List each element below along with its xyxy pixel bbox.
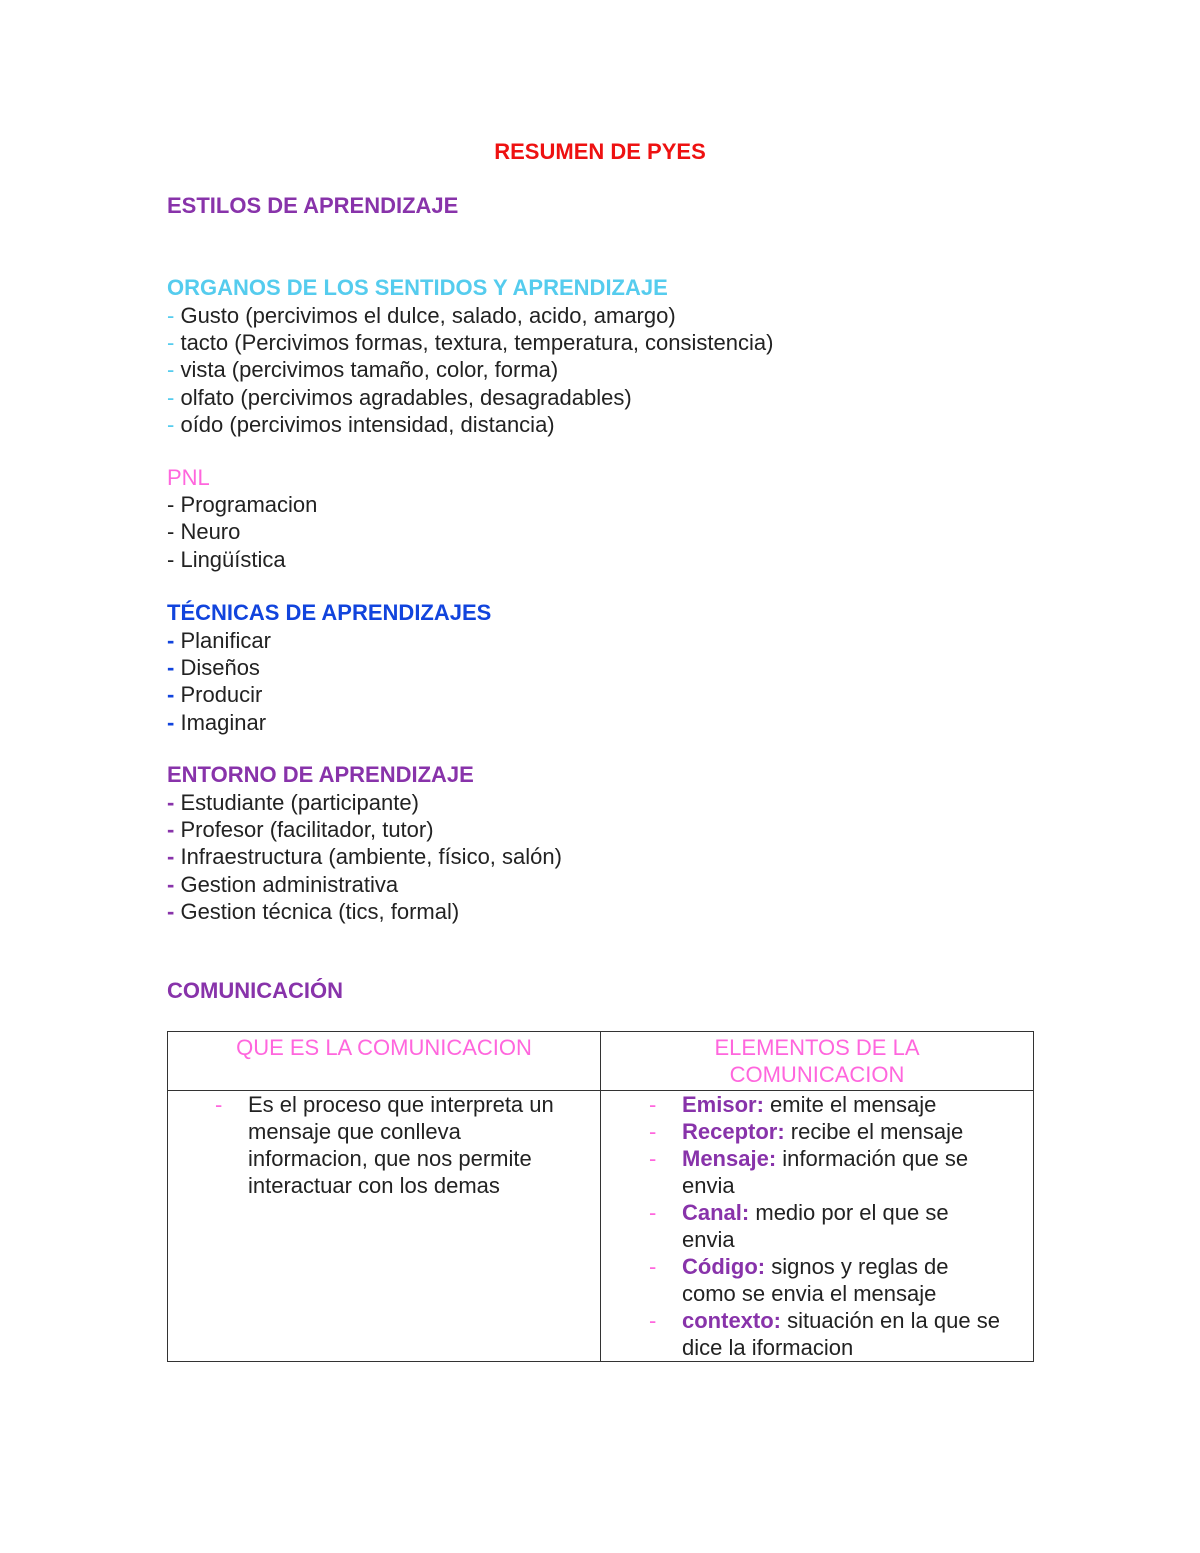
tecnicas-item: - Diseños	[167, 655, 260, 680]
entorno-item: - Infraestructura (ambiente, físico, salón)	[167, 844, 562, 869]
pnl-item: - Programacion	[167, 492, 318, 517]
list-item: - Emisor: emite el mensaje	[649, 1092, 937, 1117]
heading-pnl: PNL	[167, 465, 210, 490]
bullet-dash: -	[649, 1308, 657, 1333]
heading-organos: ORGANOS DE LOS SENTIDOS Y APRENDIZAJE	[167, 275, 668, 300]
bullet-dash: -	[649, 1119, 657, 1144]
list-item: - Es el proceso que interpreta un mensaje que conlleva informacion, que nos permite interactuar con los demas	[215, 1092, 554, 1198]
organos-item: - vista (percivimos tamaño, color, forma)	[167, 357, 559, 382]
organos-item: - tacto (Percivimos formas, textura, temperatura, consistencia)	[167, 330, 774, 355]
tecnicas-item: - Producir	[167, 682, 263, 707]
list-item: - Mensaje: información que se envia	[649, 1146, 969, 1198]
list-item: - Código: signos y reglas de como se envia el mensaje	[649, 1254, 949, 1306]
table-cell-definition	[168, 1091, 601, 1362]
col1-header: QUE ES LA COMUNICACION	[236, 1035, 532, 1060]
entorno-item: - Gestion técnica (tics, formal)	[167, 899, 460, 924]
heading-comunicacion: COMUNICACIÓN	[167, 978, 343, 1003]
organos-item: - olfato (percivimos agradables, desagradables)	[167, 385, 632, 410]
pnl-item: - Neuro	[167, 519, 241, 544]
definition-list	[168, 1091, 600, 1199]
list-item: - Receptor: recibe el mensaje	[649, 1119, 964, 1144]
table-header-row	[168, 1032, 1034, 1091]
table-header-cell	[601, 1032, 1034, 1091]
table-row	[168, 1091, 1034, 1362]
elements-list	[601, 1091, 1033, 1361]
bullet-dash: -	[215, 1092, 223, 1117]
bullet-dash: -	[649, 1092, 657, 1117]
heading-entorno: ENTORNO DE APRENDIZAJE	[167, 762, 474, 787]
table-cell-elements	[601, 1091, 1034, 1362]
tecnicas-item: - Imaginar	[167, 710, 267, 735]
heading-tecnicas: TÉCNICAS DE APRENDIZAJES	[167, 600, 492, 625]
bullet-dash: -	[649, 1146, 657, 1171]
entorno-item: - Gestion administrativa	[167, 872, 399, 897]
tecnicas-item: - Planificar	[167, 628, 271, 653]
bullet-dash: -	[649, 1254, 657, 1279]
organos-item: - Gusto (percivimos el dulce, salado, acido, amargo)	[167, 303, 676, 328]
heading-estilos: ESTILOS DE APRENDIZAJE	[167, 193, 459, 218]
entorno-item: - Estudiante (participante)	[167, 790, 419, 815]
col2-header-line: COMUNICACION	[729, 1062, 905, 1087]
list-item: - Canal: medio por el que se envia	[649, 1200, 949, 1252]
organos-item: - oído (percivimos intensidad, distancia)	[167, 412, 555, 437]
table-header-cell	[168, 1032, 601, 1091]
col2-header-line: ELEMENTOS DE LA	[714, 1035, 920, 1060]
document-title: RESUMEN DE PYES	[494, 139, 706, 164]
list-item: - contexto: situación en la que se dice la iformacion	[649, 1308, 1000, 1360]
pnl-item: - Lingüística	[167, 547, 286, 572]
comunicacion-table	[167, 1031, 1034, 1362]
bullet-dash: -	[649, 1200, 657, 1225]
entorno-item: - Profesor (facilitador, tutor)	[167, 817, 434, 842]
